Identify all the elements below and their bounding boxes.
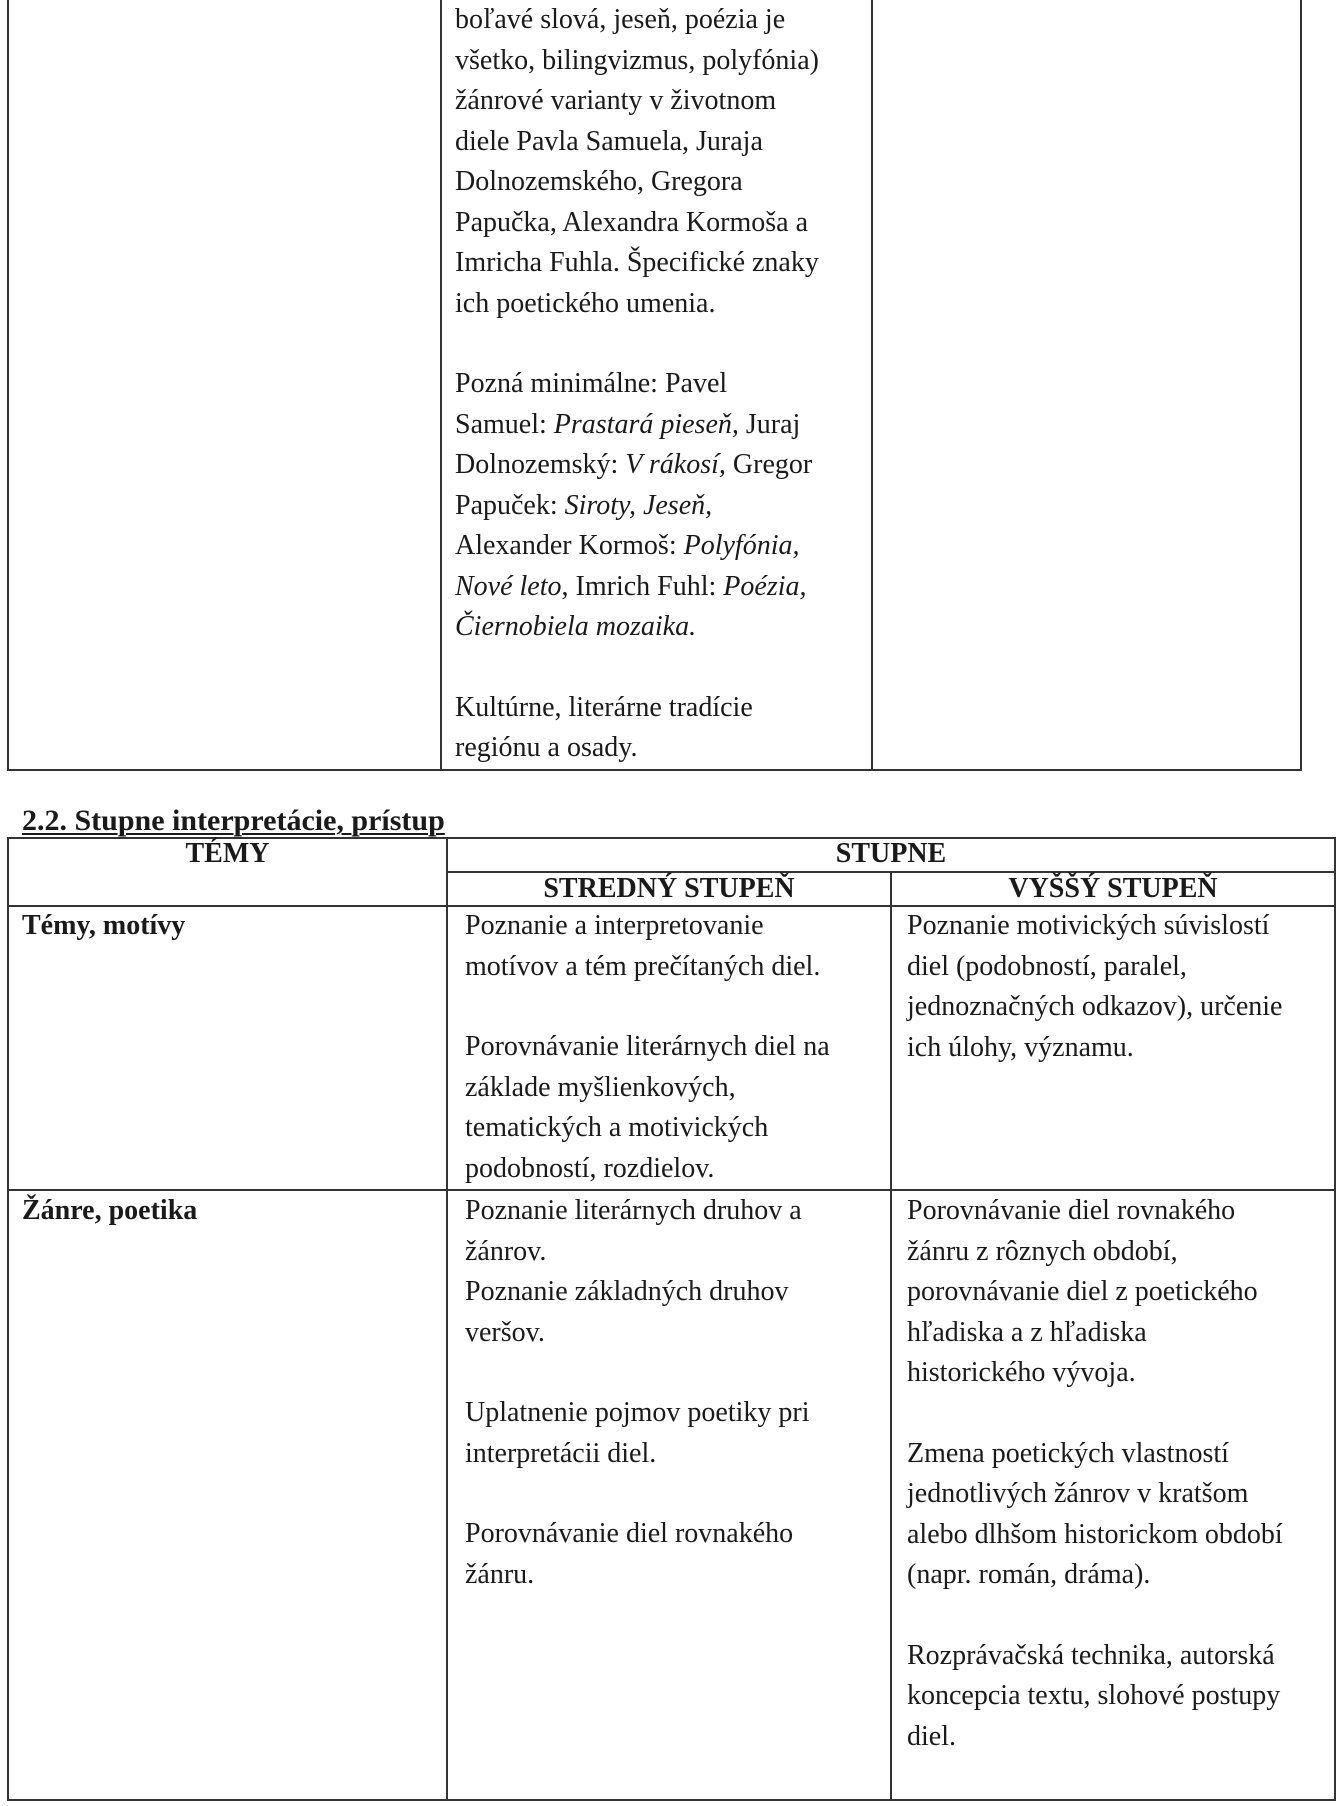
para2-work-4: Polyfónia, Nové leto [455,530,800,602]
table-col-divider-1 [446,837,448,1801]
row-1-vyssi-cell [907,906,1332,1068]
top-table-right-border [1300,0,1302,771]
subheader-stredny-stupen: STREDNÝ STUPEŇ [543,873,795,904]
row-label-zanre-poetika: Žánre, poetika [22,1195,198,1226]
para2-text-5: , Imrich Fuhl: [561,570,724,602]
row-1-stredny-cell [465,906,885,1189]
top-table-middle-cell [455,0,865,769]
row-2-stredny-cell [465,1191,885,1595]
para2-text-1: Pozná minimálne: Pavel Samuel: [455,368,728,440]
para2-work-2: V rákosí, [625,449,726,480]
table-bottom-border [7,1799,1336,1801]
middle-cell-para-3: Kultúrne, literárne tradície regiónu a osady. [455,691,753,763]
header-temy: TÉMY [185,838,270,869]
para2-text-4: Alexander Kormoš: [455,530,677,561]
middle-cell-para-1: boľavé slová, jeseň, poézia je všetko, bilingvizmus, polyfónia) žánrové varianty v životnom diele Pavla Samuela, Juraja Dolnozemského, Gregora Papučka, Alexandra Kormoša a Imricha Fuhla. Špecifické znaky ich poetického umenia. [455,4,819,319]
para2-work-3: Siroty, Jeseň, [564,489,713,521]
top-table-divider-1 [440,0,442,771]
row-2-vyssi-cell [907,1191,1332,1757]
middle-cell-para-2 [455,364,865,648]
row-label-temy-motivy: Témy, motívy [22,910,186,941]
table-col-divider-2 [890,871,892,1801]
row-2-stredny-para-2: Uplatnenie pojmov poetiky pri interpretácii diel. [465,1397,810,1469]
para2-work-5: Poézia, Čiernobiela mozaika. [455,570,807,642]
subheader-vyssi-stupen: VYŠŠÝ STUPEŇ [1008,873,1218,904]
row-1-stredny-para-2: Porovnávanie literárnych diel na základe myšlienkových, tematických a motivických podobností, rozdielov. [465,1031,830,1184]
row-2-vyssi-para-2: Zmena poetických vlastností jednotlivých žánrov v kratšom alebo dlhšom historickom období (napr. román, dráma). [907,1437,1283,1590]
header-stupne: STUPNE [835,838,947,869]
para2-work-1: Prastará pieseň, [553,408,739,440]
row-2-stredny-para-1: Poznanie literárnych druhov a žánrov. Poznanie základných druhov veršov. [465,1195,802,1348]
row-1-stredny-para-1: Poznanie a interpretovanie motívov a tém prečítaných diel. [465,910,821,982]
para2-text-3: Gregor Papuček: [455,449,813,521]
para2-text-2: Juraj Dolnozemský: [455,408,801,480]
table-left-border [7,837,9,1801]
row-2-stredny-para-3: Porovnávanie diel rovnakého žánru. [465,1518,794,1590]
section-heading: 2.2. Stupne interpretácie, prístup [22,804,445,837]
row-1-vyssi-para-1: Poznanie motivických súvislostí diel (podobností, paralel, jednoznačných odkazov), určenie ich úlohy, významu. [907,910,1283,1063]
row-2-vyssi-para-3: Rozprávačská technika, autorská koncepcia textu, slohové postupy diel. [907,1639,1281,1752]
top-table-divider-2 [871,0,873,771]
table-right-border [1334,837,1336,1801]
top-table-bottom-border [7,769,1302,771]
row-2-vyssi-para-1: Porovnávanie diel rovnakého žánru z rôznych období, porovnávanie diel z poetického hľadiska a z hľadiska historického vývoja. [907,1195,1258,1388]
top-table-left-border [7,0,9,771]
